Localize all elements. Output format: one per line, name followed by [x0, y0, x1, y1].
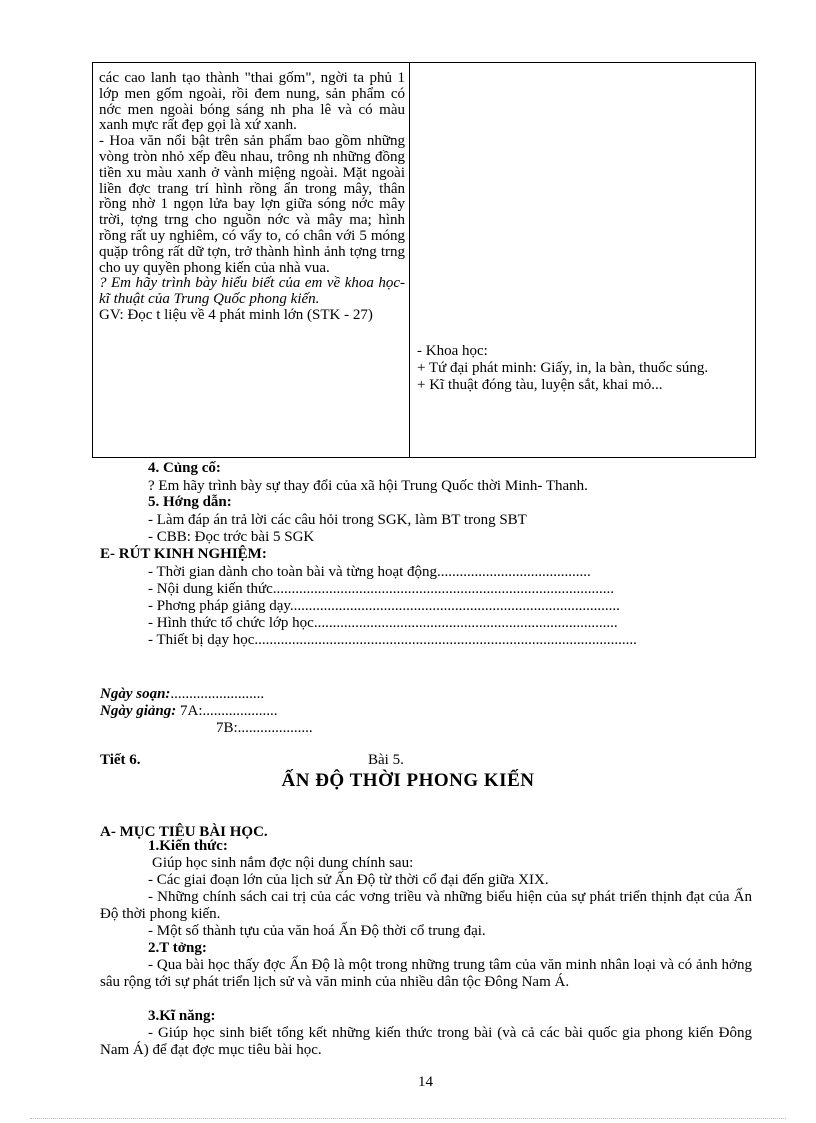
rutkinh-item: - Thời gian dành cho toàn bài và từng hoạt động......................................... — [148, 564, 591, 580]
muctieu-heading: A- MỤC TIÊU BÀI HỌC. — [100, 824, 268, 840]
ngay-soan-value: ......................... — [170, 686, 265, 702]
kienthuc-heading: 1.Kiến thức: — [148, 838, 228, 854]
tiet-label: Tiết 6. — [100, 752, 141, 768]
left-paragraph-2: - Hoa văn nổi bật trên sản phẩm bao gồm những vòng tròn nhỏ xếp đều nhau, trông nh những đồng tiền xu màu xanh ở vành miệng ngoài. Mặt ngoài liền đợc trang trí hình rồng ẩn trong mây, thân rồng nhờ 1 ngọn lửa bay lợn giữa sóng nớc mây trời, tợng trng cho nguồn nớc và mây ma; hình rồng rất uy nghiêm, có vẩy to, có chân với 5 móng quặp trông rất dữ tợn, trở thành hình ảnh tợng trng cho uy quyền phong kiến của nhà vua. — [99, 133, 405, 276]
lesson-title: ẤN ĐỘ THỜI PHONG KIẾN — [281, 770, 535, 791]
rutkinh-item: - Nội dung kiến thức........................................................................................... — [148, 581, 615, 597]
lesson-table — [92, 62, 756, 458]
tutuong-text: - Qua bài học thấy đợc Ấn Độ là một trong những trung tâm của văn minh nhân loại và có ảnh hởng sâu rộng tới sự phát triển lịch sử và văn minh của nhiều dân tộc Đông Nam Á. — [100, 957, 752, 990]
huongdan-heading: 5. Hớng dẫn: — [148, 494, 232, 510]
ngay-giang-7b: 7B:.................... — [216, 720, 313, 736]
cungco-text: ? Em hãy trình bày sự thay đổi của xã hội Trung Quốc thời Minh- Thanh. — [148, 478, 588, 494]
kienthuc-item: - Những chính sách cai trị của các vơng triều và những biểu hiện của sự phát triển thịnh đạt của Ấn Độ thời phong kiến. — [100, 889, 752, 922]
ngay-giang-row — [100, 703, 278, 720]
rutkinh-item: - Phơng pháp giảng dạy........................................................................................ — [148, 598, 620, 614]
kinang-text: - Giúp học sinh biết tổng kết những kiến thức trong bài (và cả các bài quốc gia phong kiến Đông Nam Á) để đạt đợc mục tiêu bài học. — [100, 1025, 752, 1058]
kienthuc-item: - Các giai đoạn lớn của lịch sử Ấn Độ từ thời cổ đại đến giữa XIX. — [148, 872, 549, 888]
huongdan-item: - CBB: Đọc trớc bài 5 SGK — [148, 529, 315, 545]
tutuong-heading: 2.T tởng: — [148, 940, 207, 956]
page-bottom-rule — [30, 1118, 786, 1119]
ngay-soan-row — [100, 686, 264, 703]
right-line-1: - Khoa học: — [417, 343, 488, 359]
right-line-2: + Tứ đại phát minh: Giấy, in, la bàn, thuốc súng. — [417, 360, 709, 377]
page-number: 14 — [418, 1074, 433, 1090]
rutkinh-item: - Hình thức tổ chức lớp học................................................................................. — [148, 615, 618, 631]
table-right-column — [417, 343, 749, 395]
kienthuc-intro: Giúp học sinh nắm đợc nội dung chính sau: — [152, 855, 414, 871]
ngay-soan-label: Ngày soạn: — [100, 686, 171, 702]
ngay-giang-7a: 7A:.................... — [180, 703, 278, 719]
left-teacher-note: GV: Đọc t liệu về 4 phát minh lớn (STK - 27) — [99, 306, 373, 323]
left-question: ? Em hãy trình bày hiểu biết của em về khoa học- kĩ thuật của Trung Quốc phong kiến. — [99, 275, 405, 308]
kienthuc-item: - Một số thành tựu của văn hoá Ấn Độ thời cổ trung đại. — [148, 923, 486, 939]
huongdan-item: - Làm đáp án trả lời các câu hỏi trong SGK, làm BT trong SBT — [148, 512, 527, 528]
left-paragraph-1: các cao lanh tạo thành "thai gốm", ngời ta phủ 1 lớp men gốm ngoài, rồi đem nung, sản phẩm có nớc men ngoài bóng sáng nh pha lê và có màu xanh mực rất đẹp gọi là xứ xanh. — [99, 70, 405, 134]
rutkinh-heading: E- RÚT KINH NGHIỆM: — [100, 546, 267, 562]
rutkinh-item: - Thiết bị dạy học...................................................................................................... — [148, 632, 637, 648]
kinang-heading: 3.Kĩ năng: — [148, 1008, 216, 1024]
ngay-giang-label: Ngày giảng: — [100, 703, 177, 719]
table-left-column — [99, 71, 405, 324]
table-column-divider — [409, 63, 410, 457]
right-line-3: + Kĩ thuật đóng tàu, luyện sắt, khai mỏ... — [417, 377, 663, 394]
cungco-heading: 4. Củng cố: — [148, 460, 221, 476]
bai-label: Bài 5. — [368, 752, 404, 768]
